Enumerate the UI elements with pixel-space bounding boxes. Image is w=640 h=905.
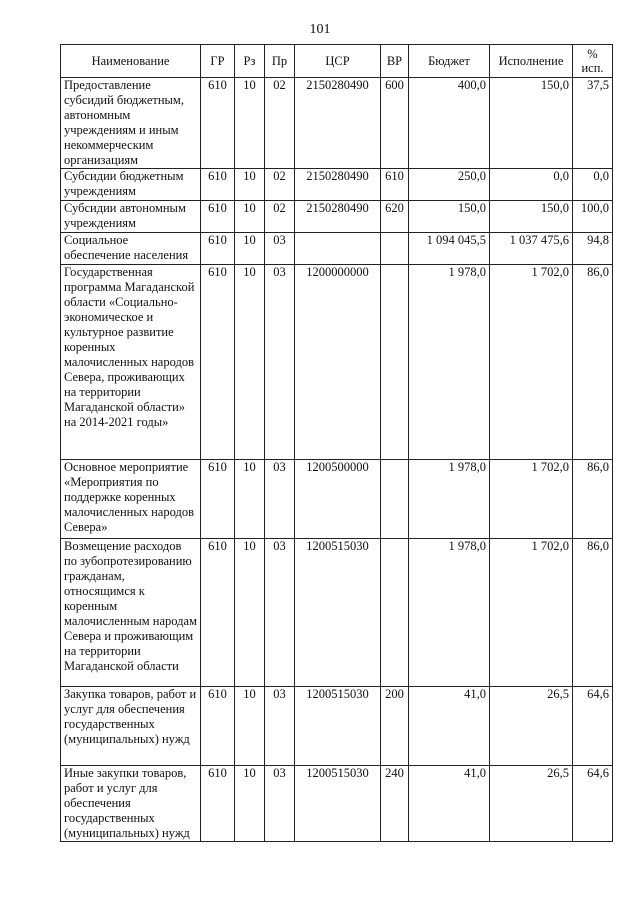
row-csr <box>295 233 381 265</box>
row-vr: 200 <box>381 687 409 766</box>
row-pr: 02 <box>265 78 295 169</box>
row-vr <box>381 265 409 460</box>
row-vr: 600 <box>381 78 409 169</box>
row-name: Возмещение расходов по зубопротезированию гражданам, относящимся к коренным малочисленным народам Севера и проживающим на территории Магаданской области <box>61 539 201 687</box>
row-pct: 64,6 <box>573 687 613 766</box>
row-rz: 10 <box>235 460 265 539</box>
header-gr: ГР <box>201 45 235 78</box>
row-budget: 1 978,0 <box>409 460 490 539</box>
row-budget: 1 978,0 <box>409 265 490 460</box>
table-row <box>61 78 613 169</box>
row-pct: 64,6 <box>573 766 613 842</box>
row-csr: 1200515030 <box>295 539 381 687</box>
row-gr: 610 <box>201 539 235 687</box>
row-csr: 1200515030 <box>295 766 381 842</box>
row-gr: 610 <box>201 460 235 539</box>
row-execution: 26,5 <box>490 766 573 842</box>
header-pct-symbol: % <box>587 47 598 61</box>
row-name: Предоставление субсидий бюджетным, автономным учреждениям и иным некоммерческим организациям <box>61 78 201 169</box>
row-vr <box>381 460 409 539</box>
row-vr <box>381 539 409 687</box>
row-vr: 610 <box>381 169 409 201</box>
row-execution: 1 037 475,6 <box>490 233 573 265</box>
header-execution: Исполнение <box>490 45 573 78</box>
table-row <box>61 687 613 766</box>
row-pct: 37,5 <box>573 78 613 169</box>
row-pr: 02 <box>265 169 295 201</box>
table-row <box>61 539 613 687</box>
row-gr: 610 <box>201 265 235 460</box>
row-rz: 10 <box>235 687 265 766</box>
row-vr: 240 <box>381 766 409 842</box>
row-name: Закупка товаров, работ и услуг для обеспечения государственных (муниципальных) нужд <box>61 687 201 766</box>
row-rz: 10 <box>235 265 265 460</box>
header-pct <box>573 45 613 78</box>
row-csr: 2150280490 <box>295 201 381 233</box>
table-row <box>61 460 613 539</box>
row-execution: 1 702,0 <box>490 265 573 460</box>
row-rz: 10 <box>235 766 265 842</box>
row-execution: 26,5 <box>490 687 573 766</box>
row-budget: 41,0 <box>409 687 490 766</box>
table-row <box>61 766 613 842</box>
row-gr: 610 <box>201 78 235 169</box>
row-name: Социальное обеспечение населения <box>61 233 201 265</box>
row-pct: 86,0 <box>573 460 613 539</box>
row-name: Иные закупки товаров, работ и услуг для обеспечения государственных (муниципальных) нужд <box>61 766 201 842</box>
budget-execution-table <box>60 44 613 842</box>
row-vr <box>381 233 409 265</box>
row-pr: 03 <box>265 766 295 842</box>
row-budget: 1 978,0 <box>409 539 490 687</box>
row-csr: 1200515030 <box>295 687 381 766</box>
row-rz: 10 <box>235 169 265 201</box>
row-csr: 1200500000 <box>295 460 381 539</box>
row-pr: 03 <box>265 539 295 687</box>
header-budget: Бюджет <box>409 45 490 78</box>
row-budget: 1 094 045,5 <box>409 233 490 265</box>
row-pct: 0,0 <box>573 169 613 201</box>
row-name: Субсидии бюджетным учреждениям <box>61 169 201 201</box>
row-vr: 620 <box>381 201 409 233</box>
row-pct: 94,8 <box>573 233 613 265</box>
table-header-row <box>61 45 613 78</box>
row-gr: 610 <box>201 687 235 766</box>
row-pct: 86,0 <box>573 265 613 460</box>
header-name: Наименование <box>61 45 201 78</box>
row-name: Субсидии автономным учреждениям <box>61 201 201 233</box>
row-name: Государственная программа Магаданской области «Социально-экономическое и культурное развитие коренных малочисленных народов Севера, проживающих на территории Магаданской области» на 2014-2021 годы» <box>61 265 201 460</box>
row-budget: 41,0 <box>409 766 490 842</box>
row-csr: 1200000000 <box>295 265 381 460</box>
row-gr: 610 <box>201 201 235 233</box>
row-rz: 10 <box>235 233 265 265</box>
row-pct: 100,0 <box>573 201 613 233</box>
header-pct-label: исп. <box>581 61 604 75</box>
row-execution: 1 702,0 <box>490 460 573 539</box>
header-csr: ЦСР <box>295 45 381 78</box>
row-budget: 150,0 <box>409 201 490 233</box>
row-execution: 150,0 <box>490 78 573 169</box>
table-row <box>61 201 613 233</box>
row-rz: 10 <box>235 78 265 169</box>
table-row <box>61 265 613 460</box>
row-gr: 610 <box>201 169 235 201</box>
row-budget: 400,0 <box>409 78 490 169</box>
row-pr: 03 <box>265 233 295 265</box>
row-csr: 2150280490 <box>295 169 381 201</box>
row-name: Основное мероприятие «Мероприятия по поддержке коренных малочисленных народов Севера» <box>61 460 201 539</box>
row-rz: 10 <box>235 539 265 687</box>
row-pr: 03 <box>265 687 295 766</box>
row-pr: 03 <box>265 460 295 539</box>
header-pr: Пр <box>265 45 295 78</box>
header-vr: ВР <box>381 45 409 78</box>
table-row <box>61 233 613 265</box>
table-row <box>61 169 613 201</box>
row-gr: 610 <box>201 766 235 842</box>
row-gr: 610 <box>201 233 235 265</box>
row-csr: 2150280490 <box>295 78 381 169</box>
row-budget: 250,0 <box>409 169 490 201</box>
row-pr: 03 <box>265 265 295 460</box>
row-execution: 1 702,0 <box>490 539 573 687</box>
row-pct: 86,0 <box>573 539 613 687</box>
row-execution: 0,0 <box>490 169 573 201</box>
row-rz: 10 <box>235 201 265 233</box>
row-execution: 150,0 <box>490 201 573 233</box>
header-rz: Рз <box>235 45 265 78</box>
row-pr: 02 <box>265 201 295 233</box>
page-number: 101 <box>309 22 331 37</box>
